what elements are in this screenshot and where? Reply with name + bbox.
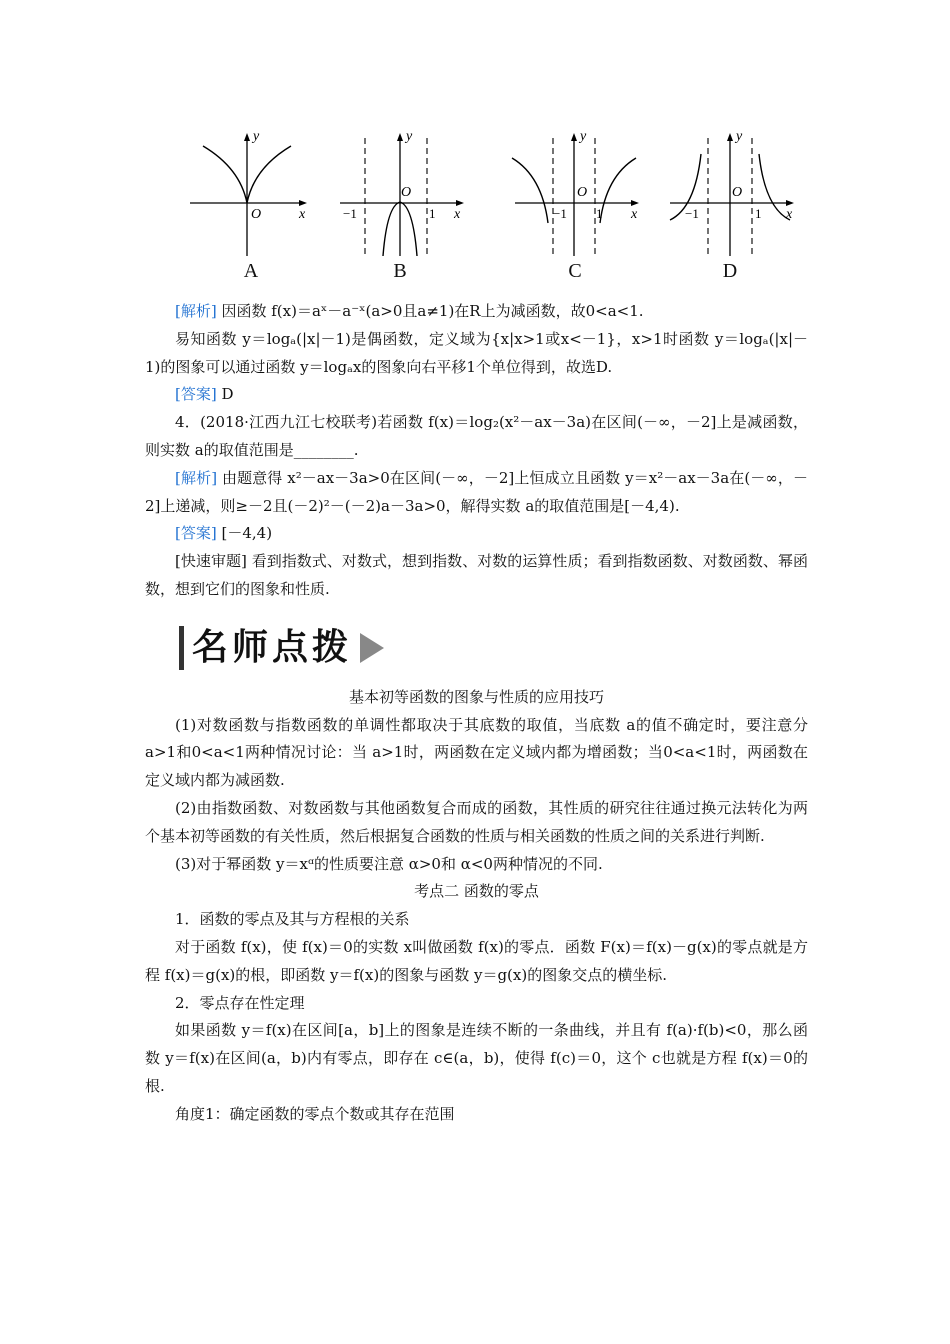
graph-c-svg [510, 128, 650, 258]
answer-tag: [答案] [175, 524, 217, 543]
graph-a-svg [185, 128, 315, 258]
y-label: y [580, 129, 587, 144]
tick-one: 1 [596, 206, 603, 221]
graph-b-label: B [393, 260, 407, 282]
tick-minus-one: −1 [553, 206, 567, 221]
section-heading: 考点二 函数的零点 [414, 882, 539, 901]
origin-label: O [401, 185, 412, 200]
origin-label: O [732, 185, 743, 200]
graph-a [185, 128, 315, 282]
tip-2: (2)由指数函数、对数函数与其他函数复合而成的函数，其性质的研究往往通过换元法转化为两个基本初等函数的有关性质，然后根据复合函数的性质与相关函数的性质之间的关系进行判断. [145, 798, 808, 845]
banner-title: 名师点拨 [192, 626, 353, 668]
graph-d [665, 128, 805, 282]
section-banner [179, 618, 808, 678]
analysis-tag: [解析] [175, 302, 217, 320]
analysis-tag: [解析] [175, 468, 218, 487]
x-arrow [631, 200, 639, 206]
y-arrow [397, 133, 403, 141]
banner-bar [179, 626, 184, 670]
y-arrow [571, 133, 577, 141]
origin-label: O [577, 185, 588, 200]
x-arrow [456, 200, 464, 206]
graph-b-svg [335, 128, 475, 258]
option-graphs [185, 128, 805, 288]
x-arrow [786, 200, 794, 206]
origin-label: O [251, 207, 262, 222]
curve-left [512, 158, 548, 223]
y-label: y [253, 129, 260, 144]
question-4: 4．(2018·江西九江七校联考)若函数 f(x)＝log₂(x²－ax－3a)在区间(－∞，－2]上是减函数，则实数 a的取值范围是________. [145, 413, 808, 459]
graph-a-label: A [243, 260, 259, 282]
subsection-1-text: 对于函数 f(x)，使 f(x)＝0的实数 x叫做函数 f(x)的零点．函数 F(x)＝f(x)－g(x)的零点就是方程 f(x)＝g(x)的根，即函数 y＝f(x)的图象与函数 y＝g(x)的图象交点的横坐标. [145, 937, 808, 984]
y-arrow [727, 133, 733, 141]
document-body [145, 298, 808, 1129]
analysis-4 [145, 465, 808, 521]
subsection-2-text: 如果函数 y＝f(x)在区间[a，b]上的图象是连续不断的一条曲线，并且有 f(a)·f(b)<0，那么函数 y＝f(x)在区间(a，b)内有零点，即存在 c∈(a，b)，使得 f(c)＝0，这个 c也就是方程 f(x)＝0的根. [145, 1021, 808, 1095]
tick-one: 1 [755, 206, 762, 221]
quick-review: [快速审题] 看到指数式、对数式，想到指数、对数的运算性质；看到指数函数、对数函数、幂函数，想到它们的图象和性质. [145, 552, 808, 598]
answer-1-text: D [216, 385, 234, 404]
analysis-1-cont: 易知函数 y＝logₐ(|x|－1)是偶函数，定义域为{x|x>1或x<－1}，x>1时函数 y＝logₐ(|x|－1)的图象可以通过函数 y＝logₐx的图象向右平移1个单位得到，故选D. [145, 329, 808, 376]
tick-minus-one: −1 [343, 206, 357, 221]
tip-1: (1)对数函数与指数函数的单调性都取决于其底数的取值，当底数 a的值不确定时，要注意分 a>1和0<a<1两种情况讨论：当 a>1时，两函数在定义域内都为增函数；当0<a<1时，两函数在定义域内都为减函数. [145, 715, 808, 790]
y-label: y [736, 129, 743, 144]
x-label: x [786, 207, 793, 222]
answer-1 [145, 381, 808, 409]
answer-tag: [答案] [175, 385, 217, 404]
analysis-1 [145, 298, 808, 326]
x-label: x [299, 207, 306, 222]
subsection-2: 2．零点存在性定理 [175, 993, 305, 1012]
x-label: x [631, 207, 638, 222]
subsection-1: 1．函数的零点及其与方程根的关系 [175, 910, 410, 929]
graph-b [335, 128, 475, 282]
y-arrow [244, 133, 250, 141]
analysis-1-text: 因函数 f(x)＝aˣ－a⁻ˣ(a>0且a≠1)在R上为减函数，故0<a<1. [216, 302, 644, 320]
graph-c [510, 128, 650, 282]
analysis-4-text: 由题意得 x²－ax－3a>0在区间(－∞，－2]上恒成立且函数 y＝x²－ax－3a在(－∞，－2]上递减，则≥－2且(－2)²－(－2)a－3a>0，解得实数 a的取值范围是[－4,4). [145, 468, 808, 515]
y-label: y [406, 129, 413, 144]
graph-d-label: D [722, 260, 738, 282]
graph-c-label: C [568, 260, 582, 282]
x-label: x [454, 207, 461, 222]
subtitle: 基本初等函数的图象与性质的应用技巧 [348, 687, 604, 706]
graph-d-svg [665, 128, 805, 258]
answer-4 [145, 520, 808, 548]
play-arrow-icon [360, 633, 384, 663]
tick-minus-one: −1 [685, 206, 699, 221]
answer-4-text: [－4,4) [216, 524, 273, 543]
angle-1: 角度1：确定函数的零点个数或其存在范围 [175, 1104, 455, 1123]
tick-one: 1 [429, 206, 436, 221]
x-arrow [299, 200, 307, 206]
tip-3: (3)对于幂函数 y＝xᵅ的性质要注意 α>0和 α<0两种情况的不同. [175, 854, 603, 873]
